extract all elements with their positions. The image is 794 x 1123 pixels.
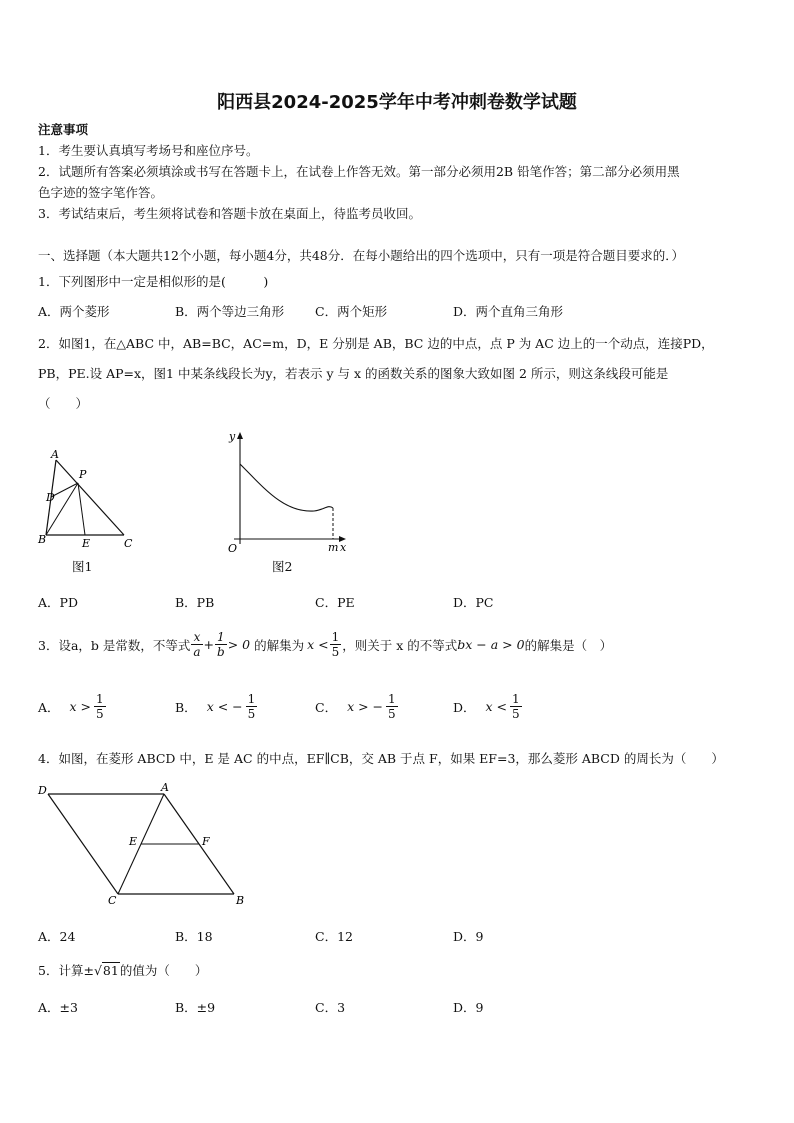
fraction-1-over-b: $\frac{1}{b}$: [217, 630, 225, 659]
q2-figure-2: [224, 428, 354, 558]
label-E: E: [129, 835, 138, 848]
q2-figure-1: [34, 445, 144, 557]
notice-item: 2．试题所有答案必须填涂或书写在答题卡上，在试卷上作答无效。第一部分必须用2B 铅笔作答；第二部分必须用黑: [38, 164, 680, 179]
origin-label: O: [228, 542, 238, 555]
q2-option-c[interactable]: C．PE: [315, 595, 355, 610]
label-D: D: [38, 784, 47, 797]
ineq2: bx − a > 0: [457, 637, 525, 652]
q5-option-d[interactable]: D．9: [453, 1000, 484, 1015]
label-F: F: [202, 835, 210, 848]
notice-item: 色字迹的签字笔作答。: [38, 185, 164, 200]
q2-option-b[interactable]: B．PB: [175, 595, 215, 610]
q1-option-b[interactable]: B．两个等边三角形: [175, 304, 285, 319]
axis-x-label: x: [340, 541, 347, 554]
ineq1-tail: > 0: [227, 637, 251, 652]
notice-item: 3．考试结束后，考生须将试卷和答题卡放在桌面上，待监考员收回。: [38, 206, 421, 221]
q2-answer-blank: （ ）: [38, 396, 89, 411]
label-P: P: [79, 468, 87, 481]
sqrt-sign: √: [93, 963, 102, 978]
fraction-1-over-5: $\frac{1}{5}$: [331, 630, 340, 659]
q1-stem: 1．下列图形中一定是相似形的是( ): [38, 274, 269, 289]
label-A: A: [51, 448, 59, 461]
label-C: C: [108, 894, 117, 907]
q2-option-d[interactable]: D．PC: [453, 595, 494, 610]
axis-y-label: y: [229, 430, 236, 443]
q4-figure-rhombus: [34, 780, 254, 910]
section-heading: 一、选择题（本大题共12个小题，每小题4分，共48分．在每小题给出的四个选项中，只有一项是符合题目要求的．）: [38, 248, 685, 263]
q3-suffix1: ，则关于 x 的不等式: [342, 637, 458, 653]
q1-option-d[interactable]: D．两个直角三角形: [453, 304, 564, 319]
q3-suffix2: 的解集是（ ）: [524, 637, 613, 653]
solution-rel: x <: [307, 637, 329, 652]
q5-option-b[interactable]: B．±9: [175, 1000, 216, 1015]
q4-option-a[interactable]: A．24: [38, 929, 76, 944]
q4-stem: 4．如图，在菱形 ABCD 中，E 是 AC 的中点，EF∥CB，交 AB 于点 F，如果 EF=3，那么菱形 ABCD 的周长为（ ）: [38, 751, 724, 766]
q5-stem: [38, 961, 207, 979]
label-A: A: [161, 781, 169, 794]
q1-option-a[interactable]: A．两个菱形: [38, 304, 110, 319]
q3-stem: 3．设a，b 是常数，不等式 $\frac{x}{a}$ + $\frac{1}{b}$ > 0 的解集为 x < $\frac{1}{5}$ ，则关于 x 的不等式 bx − a > 0 的解集是（ ）: [38, 630, 613, 659]
q3-option-c[interactable]: C． x > − $\frac{1}{5}$: [315, 692, 396, 721]
label-B: B: [236, 894, 245, 907]
page-title: 阳西县2024-2025学年中考冲刺卷数学试题: [217, 92, 577, 113]
figure-2-caption: 图2: [272, 559, 293, 574]
label-B: B: [38, 533, 47, 546]
figure-1-caption: 图1: [72, 559, 93, 574]
q4-option-b[interactable]: B．18: [175, 929, 213, 944]
q5-option-a[interactable]: A．±3: [38, 1000, 78, 1015]
fraction-x-over-a: $\frac{x}{a}$: [193, 630, 201, 659]
label-E: E: [82, 537, 91, 550]
q5-option-c[interactable]: C．3: [315, 1000, 346, 1015]
m-label: m: [328, 541, 339, 554]
q4-option-c[interactable]: C．12: [315, 929, 353, 944]
q3-option-d[interactable]: D． x < $\frac{1}{5}$: [453, 692, 520, 721]
label-D: D: [46, 491, 55, 504]
q2-stem: PB，PE.设 AP=x，图1 中某条线段长为y，若表示 y 与 x 的函数关系的图象大致如图 2 所示，则这条线段可能是: [38, 366, 669, 381]
q5-suffix: 的值为（ ）: [119, 963, 208, 978]
q3-option-a[interactable]: A． x > $\frac{1}{5}$: [38, 692, 104, 721]
q2-option-a[interactable]: A．PD: [38, 595, 78, 610]
q2-stem: 2．如图1，在△ABC 中，AB=BC，AC=m，D，E 分别是 AB，BC 边的中点，点 P 为 AC 边上的一个动点，连接PD，: [38, 336, 714, 351]
q5-prefix: 5．计算±: [38, 963, 94, 978]
radicand: 81: [102, 963, 119, 978]
q1-option-c[interactable]: C．两个矩形: [315, 304, 388, 319]
q3-option-b[interactable]: B． x < − $\frac{1}{5}$: [175, 692, 256, 721]
q4-option-d[interactable]: D．9: [453, 929, 484, 944]
q3-prefix: 3．设a，b 是常数，不等式: [38, 637, 191, 653]
notice-heading: 注意事项: [38, 122, 89, 137]
notice-item: 1．考生要认真填写考场号和座位序号。: [38, 143, 259, 158]
label-C: C: [124, 537, 133, 550]
q3-mid: 的解集为: [254, 637, 305, 653]
